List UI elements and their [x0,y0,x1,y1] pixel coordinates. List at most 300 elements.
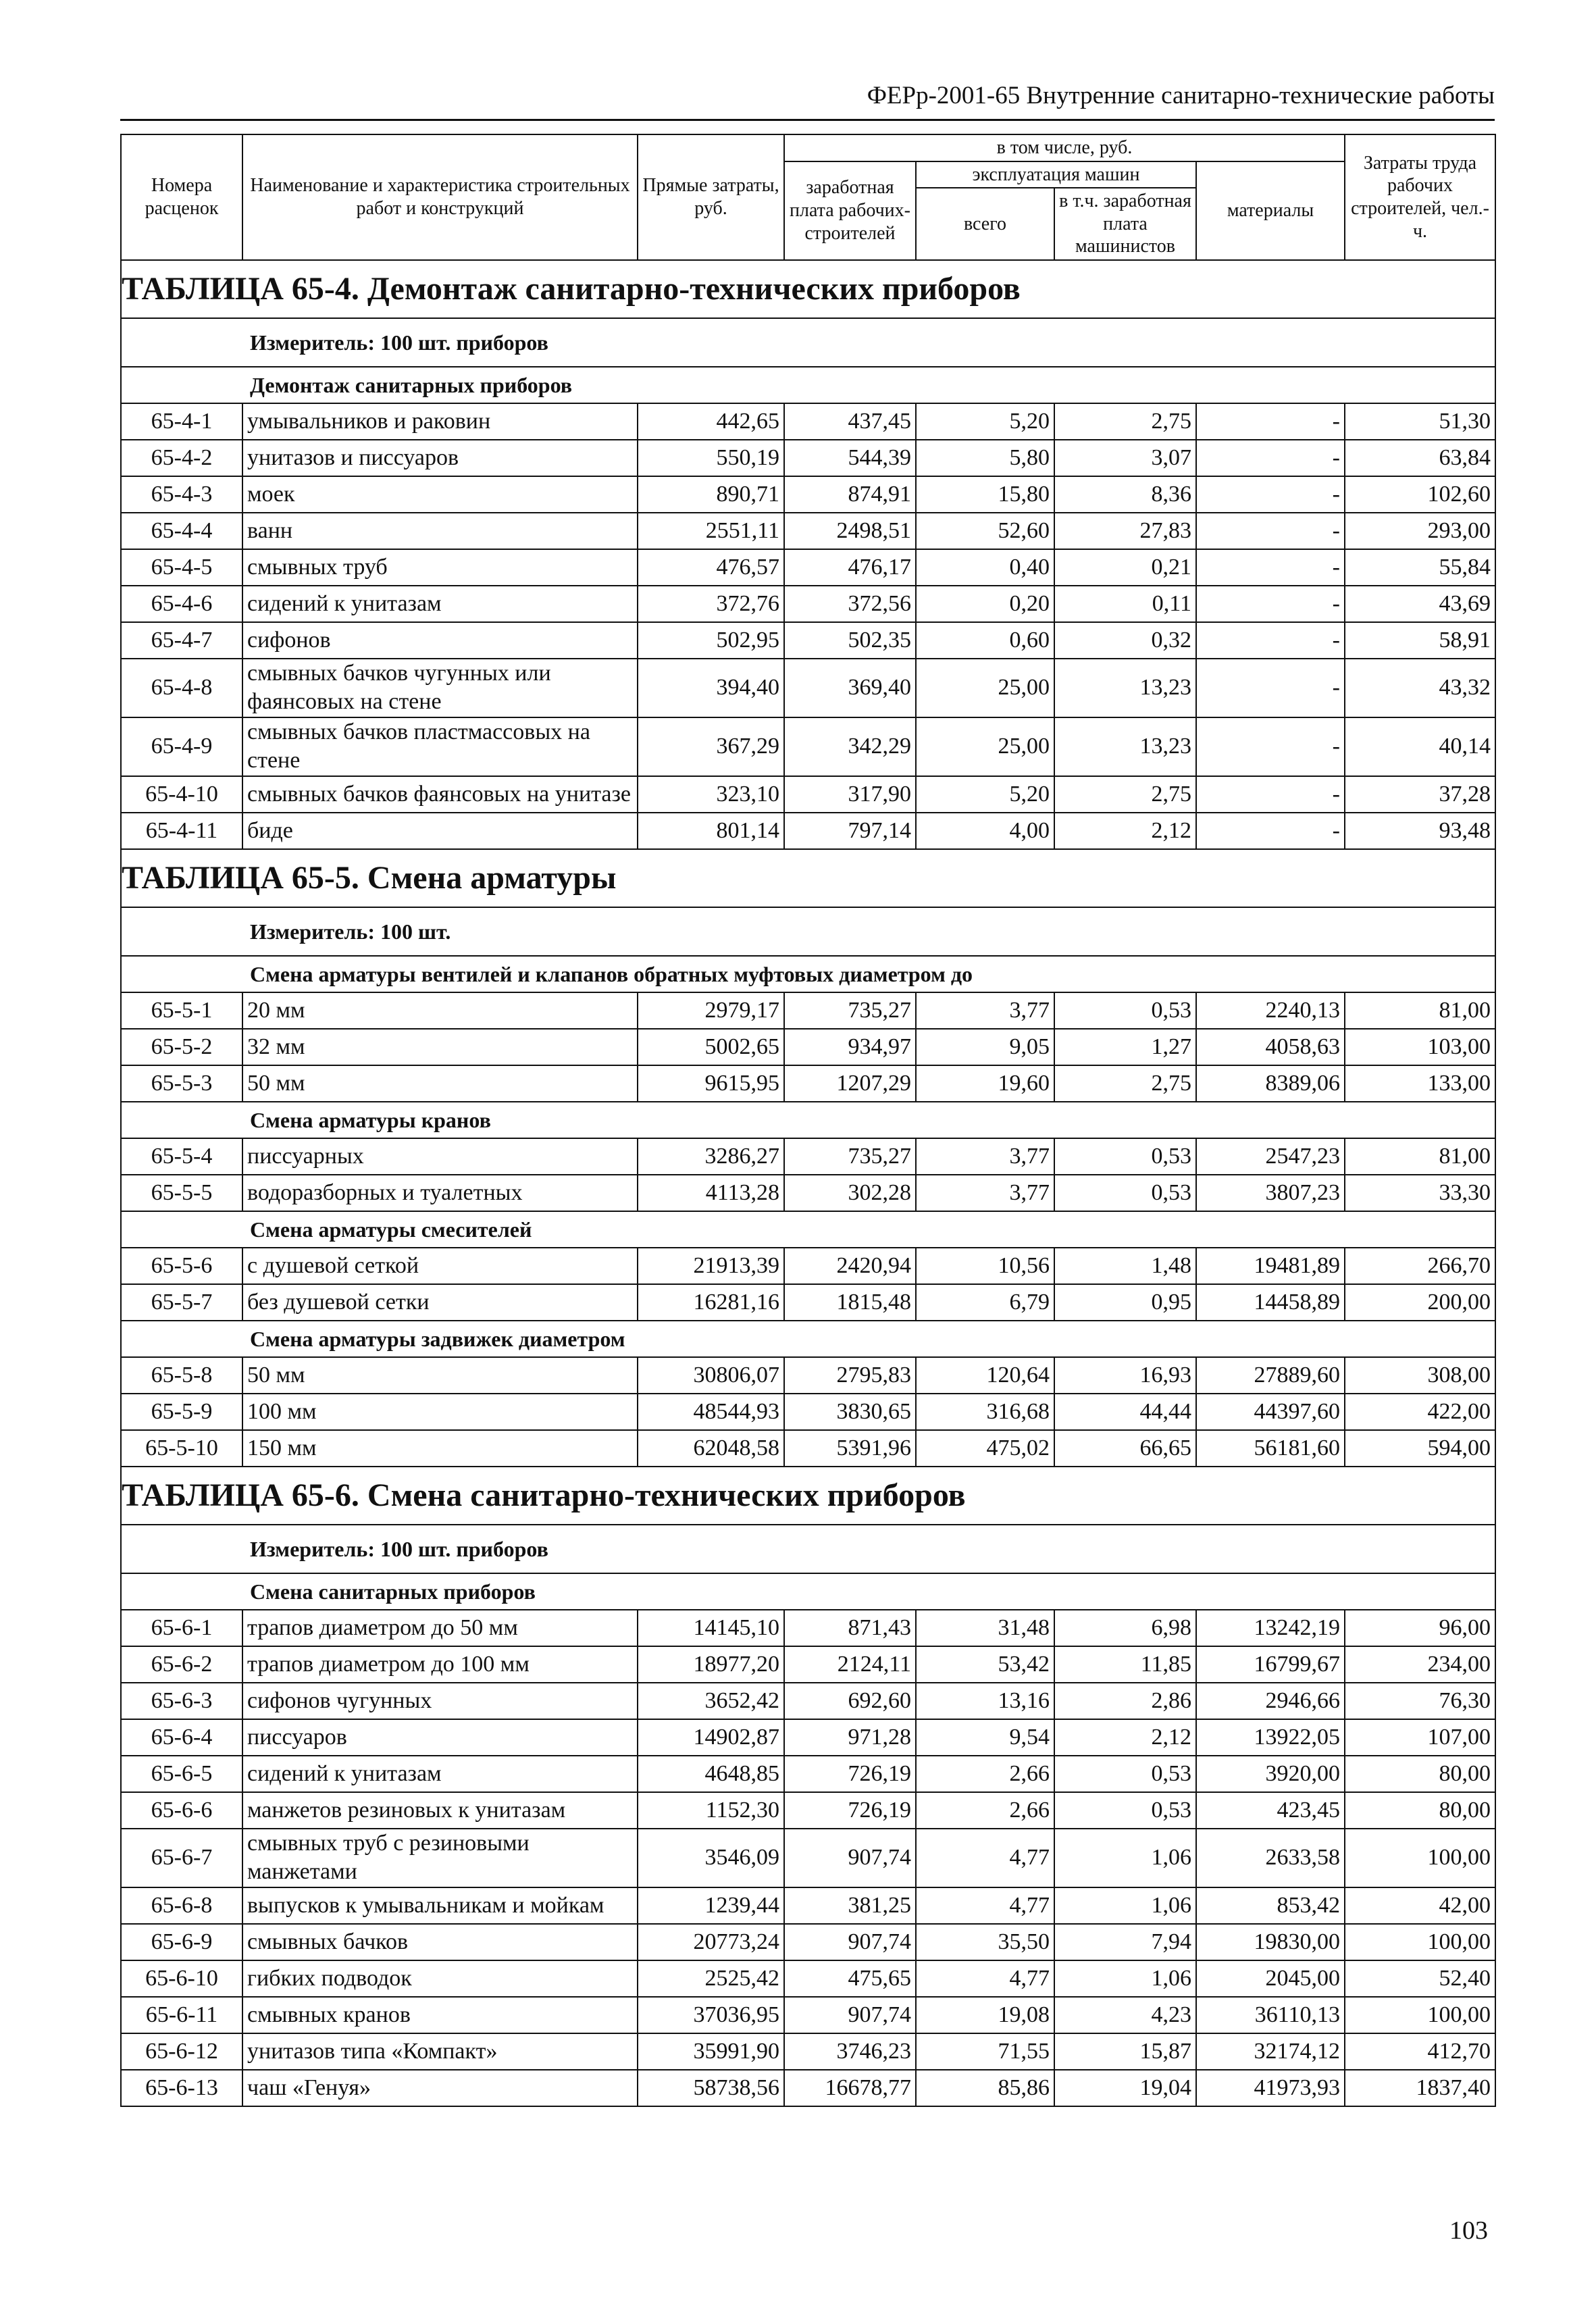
builder-wage: 302,28 [784,1175,916,1211]
machine-cost: 52,60 [916,513,1054,549]
direct-cost: 4113,28 [638,1175,784,1211]
operator-wage: 0,53 [1054,1756,1196,1792]
labor-hours: 594,00 [1345,1430,1495,1467]
operator-wage: 0,53 [1054,992,1196,1029]
operator-wage: 0,53 [1054,1175,1196,1211]
materials-cost: 16799,67 [1196,1646,1345,1683]
table-row [121,1248,1495,1284]
rate-code: 65-5-8 [121,1357,242,1394]
machine-cost: 9,54 [916,1719,1054,1756]
work-name: унитазов типа «Компакт» [242,2033,638,2070]
rate-code: 65-6-6 [121,1792,242,1829]
labor-hours: 133,00 [1345,1065,1495,1102]
materials-cost: 14458,89 [1196,1284,1345,1321]
materials-cost: - [1196,586,1345,622]
labor-hours: 63,84 [1345,440,1495,476]
rate-code: 65-4-6 [121,586,242,622]
machine-cost: 5,80 [916,440,1054,476]
rate-code: 65-6-8 [121,1887,242,1924]
direct-cost: 48544,93 [638,1394,784,1430]
rate-code: 65-5-5 [121,1175,242,1211]
table-body [121,260,1495,2106]
machine-cost: 4,77 [916,1829,1054,1887]
work-name: смывных кранов [242,1997,638,2033]
operator-wage: 0,32 [1054,622,1196,659]
work-name: смывных труб с резиновыми манжетами [242,1829,638,1887]
rate-code: 65-5-7 [121,1284,242,1321]
labor-hours: 81,00 [1345,1138,1495,1175]
work-name: манжетов резиновых к унитазам [242,1792,638,1829]
direct-cost: 37036,95 [638,1997,784,2033]
table-row [121,1683,1495,1719]
machine-cost: 35,50 [916,1924,1054,1960]
materials-cost: - [1196,717,1345,776]
rate-code: 65-4-11 [121,813,242,849]
rate-code: 65-5-1 [121,992,242,1029]
operator-wage: 1,06 [1054,1887,1196,1924]
machine-cost: 2,66 [916,1756,1054,1792]
materials-cost: 4058,63 [1196,1029,1345,1065]
operator-wage: 0,11 [1054,586,1196,622]
work-name: сидений к унитазам [242,1756,638,1792]
builder-wage: 907,74 [784,1924,916,1960]
materials-cost: - [1196,476,1345,513]
builder-wage: 381,25 [784,1887,916,1924]
materials-cost: 13922,05 [1196,1719,1345,1756]
machine-cost: 85,86 [916,2070,1054,2106]
rate-code: 65-4-7 [121,622,242,659]
work-name: ванн [242,513,638,549]
machine-cost: 4,77 [916,1960,1054,1997]
rate-code: 65-4-3 [121,476,242,513]
table-row [121,776,1495,813]
direct-cost: 367,29 [638,717,784,776]
builder-wage: 1207,29 [784,1065,916,1102]
direct-cost: 2551,11 [638,513,784,549]
table-row [121,1924,1495,1960]
operator-wage: 66,65 [1054,1430,1196,1467]
machine-cost: 19,08 [916,1997,1054,2033]
rate-code: 65-6-3 [121,1683,242,1719]
operator-wage: 2,12 [1054,1719,1196,1756]
table-row [121,622,1495,659]
rate-code: 65-6-12 [121,2033,242,2070]
labor-hours: 100,00 [1345,1829,1495,1887]
work-name: 150 мм [242,1430,638,1467]
direct-cost: 442,65 [638,403,784,440]
machine-cost: 9,05 [916,1029,1054,1065]
work-name: смывных бачков чугунных или фаянсовых на стене [242,659,638,717]
table-row [121,476,1495,513]
table-row [121,440,1495,476]
operator-wage: 8,36 [1054,476,1196,513]
machine-cost: 0,60 [916,622,1054,659]
work-name: 50 мм [242,1357,638,1394]
direct-cost: 323,10 [638,776,784,813]
rate-code: 65-5-3 [121,1065,242,1102]
materials-cost: 19830,00 [1196,1924,1345,1960]
work-name: 20 мм [242,992,638,1029]
work-name: 32 мм [242,1029,638,1065]
work-name: биде [242,813,638,849]
work-name: трапов диаметром до 50 мм [242,1610,638,1646]
operator-wage: 3,07 [1054,440,1196,476]
builder-wage: 437,45 [784,403,916,440]
header-code: Номера расценок [121,134,242,260]
machine-cost: 71,55 [916,2033,1054,2070]
section-row [121,1102,1495,1138]
builder-wage: 3746,23 [784,2033,916,2070]
builder-wage: 342,29 [784,717,916,776]
table-title-row [121,260,1495,318]
materials-cost: 3807,23 [1196,1175,1345,1211]
operator-wage: 1,48 [1054,1248,1196,1284]
rate-code: 65-6-4 [121,1719,242,1756]
operator-wage: 6,98 [1054,1610,1196,1646]
table-row [121,586,1495,622]
direct-cost: 2525,42 [638,1960,784,1997]
work-name: писсуаров [242,1719,638,1756]
materials-cost: 853,42 [1196,1887,1345,1924]
materials-cost: 2240,13 [1196,992,1345,1029]
work-name: чаш «Генуя» [242,2070,638,2106]
measure-unit: Измеритель: 100 шт. приборов [121,318,1495,367]
measure-row [121,907,1495,956]
table-row [121,1719,1495,1756]
builder-wage: 735,27 [784,1138,916,1175]
builder-wage: 16678,77 [784,2070,916,2106]
header-incl: в том числе, руб. [784,134,1345,161]
work-name: гибких подводок [242,1960,638,1997]
page-number: 103 [1449,2216,1488,2245]
builder-wage: 475,65 [784,1960,916,1997]
rate-code: 65-6-1 [121,1610,242,1646]
header-incl-wage: в т.ч. заработная плата машинистов [1054,188,1196,260]
work-name: водоразборных и туалетных [242,1175,638,1211]
direct-cost: 372,76 [638,586,784,622]
labor-hours: 37,28 [1345,776,1495,813]
rate-code: 65-4-1 [121,403,242,440]
machine-cost: 0,20 [916,586,1054,622]
machine-cost: 15,80 [916,476,1054,513]
builder-wage: 907,74 [784,1997,916,2033]
rate-code: 65-6-5 [121,1756,242,1792]
rate-code: 65-6-13 [121,2070,242,2106]
table-row [121,1610,1495,1646]
machine-cost: 120,64 [916,1357,1054,1394]
table-row [121,717,1495,776]
table-row [121,1065,1495,1102]
rate-code: 65-4-5 [121,549,242,586]
machine-cost: 5,20 [916,403,1054,440]
rate-code: 65-6-7 [121,1829,242,1887]
work-name: писсуарных [242,1138,638,1175]
table-row [121,813,1495,849]
table-title-row [121,1467,1495,1525]
builder-wage: 874,91 [784,476,916,513]
operator-wage: 13,23 [1054,717,1196,776]
work-name: сидений к унитазам [242,586,638,622]
machine-cost: 3,77 [916,1175,1054,1211]
materials-cost: - [1196,622,1345,659]
labor-hours: 234,00 [1345,1646,1495,1683]
rate-code: 65-5-2 [121,1029,242,1065]
rate-code: 65-6-2 [121,1646,242,1683]
running-header: ФЕРр-2001-65 Внутренние санитарно-технические работы [867,82,1495,109]
builder-wage: 907,74 [784,1829,916,1887]
table-row [121,1960,1495,1997]
work-name: смывных труб [242,549,638,586]
table-title: ТАБЛИЦА 65-4. Демонтаж санитарно-технических приборов [121,260,1495,318]
builder-wage: 735,27 [784,992,916,1029]
labor-hours: 412,70 [1345,2033,1495,2070]
materials-cost: 36110,13 [1196,1997,1345,2033]
materials-cost: - [1196,776,1345,813]
section-title: Смена арматуры кранов [121,1102,1495,1138]
section-title: Смена арматуры задвижек диаметром [121,1321,1495,1357]
machine-cost: 475,02 [916,1430,1054,1467]
operator-wage: 2,12 [1054,813,1196,849]
operator-wage: 2,75 [1054,403,1196,440]
header-rule [120,119,1495,121]
direct-cost: 394,40 [638,659,784,717]
builder-wage: 2124,11 [784,1646,916,1683]
labor-hours: 43,32 [1345,659,1495,717]
header-labor: Затраты труда рабочих строителей, чел.-ч. [1345,134,1495,260]
labor-hours: 76,30 [1345,1683,1495,1719]
labor-hours: 102,60 [1345,476,1495,513]
machine-cost: 4,00 [916,813,1054,849]
operator-wage: 0,21 [1054,549,1196,586]
operator-wage: 13,23 [1054,659,1196,717]
table-row [121,2033,1495,2070]
materials-cost: - [1196,813,1345,849]
direct-cost: 62048,58 [638,1430,784,1467]
materials-cost: 423,45 [1196,1792,1345,1829]
rate-code: 65-6-9 [121,1924,242,1960]
direct-cost: 20773,24 [638,1924,784,1960]
machine-cost: 19,60 [916,1065,1054,1102]
builder-wage: 502,35 [784,622,916,659]
machine-cost: 25,00 [916,717,1054,776]
header-direct: Прямые затраты, руб. [638,134,784,260]
operator-wage: 1,06 [1054,1829,1196,1887]
machine-cost: 2,66 [916,1792,1054,1829]
labor-hours: 80,00 [1345,1792,1495,1829]
materials-cost: 32174,12 [1196,2033,1345,2070]
direct-cost: 1152,30 [638,1792,784,1829]
labor-hours: 40,14 [1345,717,1495,776]
machine-cost: 6,79 [916,1284,1054,1321]
operator-wage: 1,06 [1054,1960,1196,1997]
materials-cost: 3920,00 [1196,1756,1345,1792]
direct-cost: 476,57 [638,549,784,586]
labor-hours: 103,00 [1345,1029,1495,1065]
operator-wage: 27,83 [1054,513,1196,549]
builder-wage: 476,17 [784,549,916,586]
table-row [121,1394,1495,1430]
labor-hours: 100,00 [1345,1924,1495,1960]
machine-cost: 53,42 [916,1646,1054,1683]
materials-cost: - [1196,440,1345,476]
builder-wage: 726,19 [784,1756,916,1792]
builder-wage: 369,40 [784,659,916,717]
work-name: без душевой сетки [242,1284,638,1321]
measure-row [121,318,1495,367]
direct-cost: 801,14 [638,813,784,849]
direct-cost: 550,19 [638,440,784,476]
machine-cost: 10,56 [916,1248,1054,1284]
table-row [121,1997,1495,2033]
labor-hours: 107,00 [1345,1719,1495,1756]
materials-cost: - [1196,513,1345,549]
direct-cost: 2979,17 [638,992,784,1029]
rate-code: 65-5-9 [121,1394,242,1430]
work-name: 100 мм [242,1394,638,1430]
rate-code: 65-6-11 [121,1997,242,2033]
direct-cost: 14145,10 [638,1610,784,1646]
materials-cost: 2547,23 [1196,1138,1345,1175]
machine-cost: 316,68 [916,1394,1054,1430]
labor-hours: 1837,40 [1345,2070,1495,2106]
rate-code: 65-5-10 [121,1430,242,1467]
direct-cost: 16281,16 [638,1284,784,1321]
table-row [121,1029,1495,1065]
labor-hours: 43,69 [1345,586,1495,622]
section-row [121,367,1495,403]
direct-cost: 3286,27 [638,1138,784,1175]
rate-code: 65-5-6 [121,1248,242,1284]
table-row [121,513,1495,549]
rate-code: 65-4-4 [121,513,242,549]
work-name: трапов диаметром до 100 мм [242,1646,638,1683]
table-row [121,992,1495,1029]
operator-wage: 2,75 [1054,776,1196,813]
labor-hours: 81,00 [1345,992,1495,1029]
table-row [121,1792,1495,1829]
operator-wage: 44,44 [1054,1394,1196,1430]
rate-code: 65-4-9 [121,717,242,776]
materials-cost: 2633,58 [1196,1829,1345,1887]
builder-wage: 2420,94 [784,1248,916,1284]
labor-hours: 308,00 [1345,1357,1495,1394]
direct-cost: 14902,87 [638,1719,784,1756]
table-row [121,1357,1495,1394]
section-row [121,956,1495,992]
table-row [121,2070,1495,2106]
work-name: выпусков к умывальникам и мойкам [242,1887,638,1924]
builder-wage: 2795,83 [784,1357,916,1394]
direct-cost: 18977,20 [638,1646,784,1683]
section-title: Смена арматуры вентилей и клапанов обратных муфтовых диаметром до [121,956,1495,992]
machine-cost: 4,77 [916,1887,1054,1924]
labor-hours: 58,91 [1345,622,1495,659]
measure-row [121,1525,1495,1573]
work-name: смывных бачков фаянсовых на унитазе [242,776,638,813]
header-name: Наименование и характеристика строительных работ и конструкций [242,134,638,260]
labor-hours: 55,84 [1345,549,1495,586]
builder-wage: 1815,48 [784,1284,916,1321]
table-row [121,659,1495,717]
header-materials: материалы [1196,161,1345,260]
labor-hours: 52,40 [1345,1960,1495,1997]
operator-wage: 7,94 [1054,1924,1196,1960]
measure-unit: Измеритель: 100 шт. [121,907,1495,956]
measure-unit: Измеритель: 100 шт. приборов [121,1525,1495,1573]
labor-hours: 80,00 [1345,1756,1495,1792]
section-title: Смена санитарных приборов [121,1573,1495,1610]
operator-wage: 0,53 [1054,1792,1196,1829]
builder-wage: 971,28 [784,1719,916,1756]
builder-wage: 2498,51 [784,513,916,549]
work-name: смывных бачков [242,1924,638,1960]
table-title: ТАБЛИЦА 65-6. Смена санитарно-технических приборов [121,1467,1495,1525]
operator-wage: 2,86 [1054,1683,1196,1719]
table-title-row [121,849,1495,907]
rates-table [120,134,1496,2107]
operator-wage: 16,93 [1054,1357,1196,1394]
materials-cost: 56181,60 [1196,1430,1345,1467]
builder-wage: 372,56 [784,586,916,622]
direct-cost: 58738,56 [638,2070,784,2106]
materials-cost: - [1196,549,1345,586]
labor-hours: 42,00 [1345,1887,1495,1924]
operator-wage: 19,04 [1054,2070,1196,2106]
work-name: сифонов [242,622,638,659]
operator-wage: 1,27 [1054,1029,1196,1065]
section-row [121,1321,1495,1357]
table-row [121,1756,1495,1792]
table-row [121,403,1495,440]
direct-cost: 35991,90 [638,2033,784,2070]
labor-hours: 266,70 [1345,1248,1495,1284]
labor-hours: 96,00 [1345,1610,1495,1646]
labor-hours: 93,48 [1345,813,1495,849]
machine-cost: 13,16 [916,1683,1054,1719]
table-title: ТАБЛИЦА 65-5. Смена арматуры [121,849,1495,907]
labor-hours: 100,00 [1345,1997,1495,2033]
table-row [121,1138,1495,1175]
materials-cost: 13242,19 [1196,1610,1345,1646]
table-row [121,1284,1495,1321]
machine-cost: 0,40 [916,549,1054,586]
labor-hours: 200,00 [1345,1284,1495,1321]
table-row [121,1887,1495,1924]
rate-code: 65-4-8 [121,659,242,717]
table-row [121,1175,1495,1211]
builder-wage: 871,43 [784,1610,916,1646]
builder-wage: 797,14 [784,813,916,849]
machine-cost: 25,00 [916,659,1054,717]
section-row [121,1573,1495,1610]
materials-cost: 19481,89 [1196,1248,1345,1284]
direct-cost: 1239,44 [638,1887,784,1924]
operator-wage: 0,53 [1054,1138,1196,1175]
materials-cost: - [1196,659,1345,717]
rate-code: 65-4-10 [121,776,242,813]
materials-cost: 27889,60 [1196,1357,1345,1394]
header-total: всего [916,188,1054,260]
header-wage: заработная плата рабочих-строителей [784,161,916,260]
direct-cost: 502,95 [638,622,784,659]
labor-hours: 33,30 [1345,1175,1495,1211]
builder-wage: 317,90 [784,776,916,813]
operator-wage: 2,75 [1054,1065,1196,1102]
section-title: Смена арматуры смесителей [121,1211,1495,1248]
builder-wage: 934,97 [784,1029,916,1065]
materials-cost: 44397,60 [1196,1394,1345,1430]
section-row [121,1211,1495,1248]
